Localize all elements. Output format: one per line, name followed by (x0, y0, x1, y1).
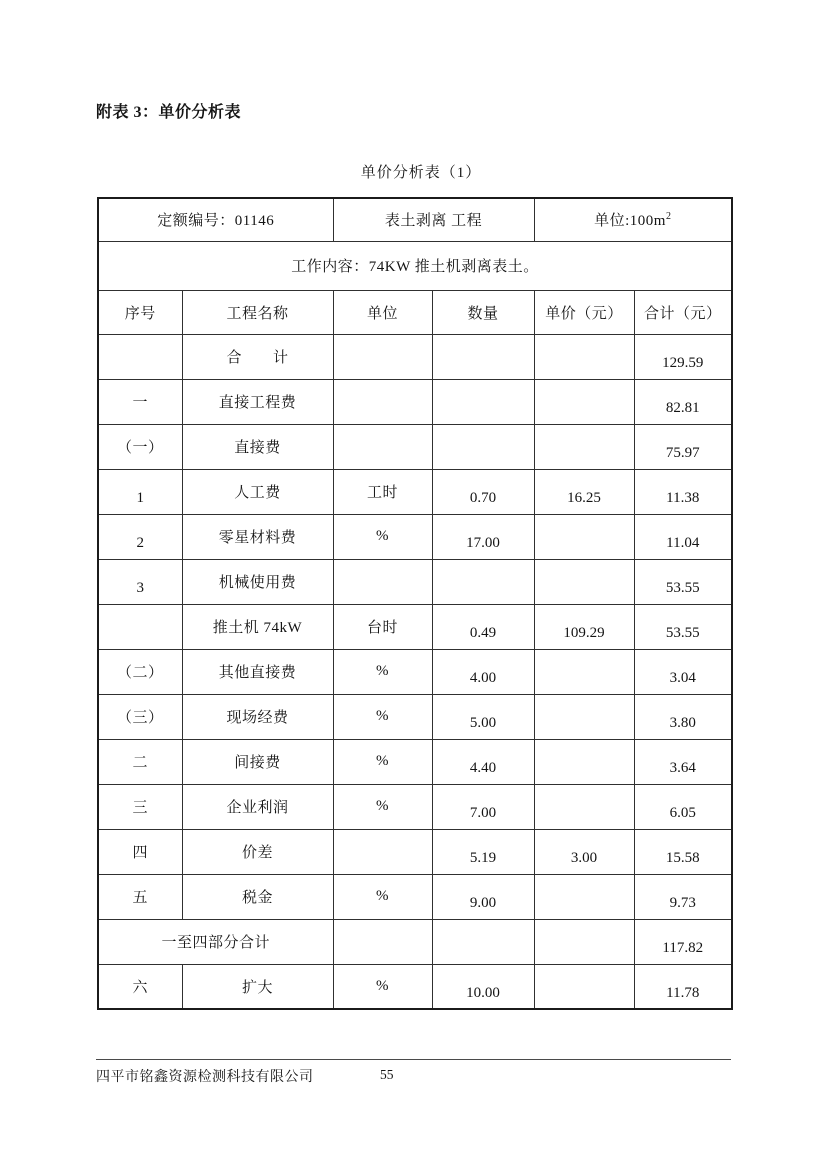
cell-value: 15.58 (665, 850, 700, 866)
cell-value: 17.00 (466, 535, 500, 551)
table-row (98, 829, 732, 874)
unit-superscript: 2 (665, 211, 672, 223)
cell-seq (98, 874, 182, 919)
cell-value: 82.81 (665, 400, 700, 416)
column-header-total: 合计（元） (634, 290, 732, 334)
cell-value: 11.04 (666, 535, 700, 551)
cell-value: 2 (136, 535, 144, 551)
cell-unit (333, 964, 432, 1009)
cell-seq (98, 469, 182, 514)
cell-seq (98, 694, 182, 739)
cell-price (534, 604, 634, 649)
cell-value: 零星材料费 (218, 530, 297, 546)
unit-cell (534, 198, 732, 241)
cell-total (634, 919, 732, 964)
cell-value: 合 计 (226, 350, 289, 366)
cell-value: % (376, 528, 390, 544)
cell-value: 117.82 (662, 940, 704, 956)
cell-unit (333, 784, 432, 829)
cell-value: 3.64 (669, 760, 696, 776)
cell-value: 0.49 (469, 625, 497, 641)
cell-total (634, 739, 732, 784)
cell-value: 3.00 (570, 850, 598, 866)
cell-unit (333, 424, 432, 469)
column-header-unit: 单位 (333, 290, 432, 334)
unit-price-analysis-table (97, 197, 733, 1010)
footer-divider (96, 1059, 731, 1060)
cell-name (182, 829, 333, 874)
cell-value: 4.00 (469, 670, 497, 686)
cell-seq (98, 334, 182, 379)
table-row (98, 469, 732, 514)
cell-seq (98, 604, 182, 649)
cell-value: 间接费 (234, 755, 281, 771)
cell-qty (432, 874, 534, 919)
cell-value: 直接工程费 (218, 395, 297, 411)
cell-name (182, 964, 333, 1009)
cell-total (634, 469, 732, 514)
cell-value: 直接费 (234, 440, 281, 456)
cell-value: % (376, 798, 390, 814)
cell-price (534, 514, 634, 559)
column-header-name: 工程名称 (182, 290, 333, 334)
cell-value: 53.55 (665, 580, 700, 596)
cell-value: 7.00 (469, 805, 497, 821)
cell-value: 4.40 (469, 760, 497, 776)
cell-seq (98, 739, 182, 784)
unit-value: 100m (629, 213, 666, 230)
table-row (98, 514, 732, 559)
cell-total (634, 514, 732, 559)
column-header-seq: 序号 (98, 290, 182, 334)
cell-name (182, 739, 333, 784)
cell-price (534, 874, 634, 919)
quota-number-cell: 定额编号：01146 (98, 198, 333, 241)
cell-qty (432, 649, 534, 694)
cell-value: % (376, 888, 390, 904)
cell-qty (432, 739, 534, 784)
cell-value: 75.97 (665, 445, 700, 461)
cell-value: 11.38 (666, 490, 700, 506)
cell-seq (98, 649, 182, 694)
cell-price (534, 559, 634, 604)
cell-price (534, 334, 634, 379)
cell-value: 台时 (367, 620, 399, 636)
cell-value: 工时 (367, 485, 399, 501)
cell-value: 扩大 (242, 979, 274, 996)
cell-name (182, 874, 333, 919)
cell-value: 9.00 (469, 895, 497, 911)
cell-value: 5.19 (469, 850, 497, 866)
cell-price (534, 919, 634, 964)
cell-value: 3.80 (669, 715, 696, 731)
cell-value: 53.55 (665, 625, 700, 641)
cell-value: 16.25 (567, 490, 601, 506)
cell-value: 109.29 (563, 625, 605, 641)
cell-price (534, 829, 634, 874)
cell-qty (432, 379, 534, 424)
cell-qty (432, 559, 534, 604)
table-row (98, 874, 732, 919)
work-content-cell: 工作内容：74KW 推土机剥离表土。 (98, 241, 732, 290)
cell-value: 3 (136, 580, 144, 596)
cell-total (634, 559, 732, 604)
cell-qty (432, 919, 534, 964)
cell-total (634, 964, 732, 1009)
cell-unit (333, 694, 432, 739)
cell-value: 其他直接费 (218, 665, 297, 681)
table-caption: 单价分析表（1） (360, 165, 482, 181)
cell-qty (432, 469, 534, 514)
cell-qty (432, 964, 534, 1009)
cell-unit (333, 604, 432, 649)
cell-total (634, 784, 732, 829)
cell-value: 10.00 (466, 984, 500, 1001)
cell-price (534, 739, 634, 784)
cell-value: 一 (132, 395, 148, 411)
table-row (98, 694, 732, 739)
cell-qty (432, 514, 534, 559)
cell-value: 推土机 74kW (212, 620, 303, 636)
analysis-table-body (98, 198, 732, 1009)
cell-value: 税金 (242, 890, 274, 906)
cell-value: 价差 (242, 845, 274, 861)
cell-name (182, 784, 333, 829)
cell-price (534, 964, 634, 1009)
cell-total (634, 829, 732, 874)
cell-price (534, 379, 634, 424)
cell-value: 三 (132, 800, 148, 816)
cell-qty (432, 604, 534, 649)
unit-label: 单位: (594, 213, 630, 230)
table-header-row (98, 290, 732, 334)
cell-name (182, 379, 333, 424)
cell-qty (432, 784, 534, 829)
cell-name (182, 469, 333, 514)
cell-total (634, 379, 732, 424)
cell-price (534, 649, 634, 694)
cell-value: 129.59 (662, 355, 704, 371)
cell-total (634, 604, 732, 649)
table-info-row (98, 198, 732, 241)
cell-value: 现场经费 (226, 710, 289, 726)
cell-total (634, 874, 732, 919)
cell-name (182, 334, 333, 379)
cell-seq (98, 424, 182, 469)
cell-name (182, 424, 333, 469)
cell-value: 3.04 (669, 670, 696, 686)
cell-value: % (376, 708, 390, 724)
cell-name (182, 559, 333, 604)
cell-seq (98, 379, 182, 424)
table-row (98, 784, 732, 829)
table-row (98, 559, 732, 604)
cell-value: % (376, 663, 390, 679)
cell-total (634, 649, 732, 694)
cell-value: 9.73 (669, 895, 696, 911)
cell-unit (333, 514, 432, 559)
cell-name (182, 649, 333, 694)
column-header-qty: 数量 (432, 290, 534, 334)
cell-value: （二） (116, 665, 164, 681)
cell-value: 11.78 (666, 984, 700, 1001)
cell-value: 6.05 (669, 805, 696, 821)
cell-seq (98, 964, 182, 1009)
cell-qty (432, 334, 534, 379)
cell-seq (98, 559, 182, 604)
table-row (98, 739, 732, 784)
cell-value: 企业利润 (226, 800, 289, 816)
cell-name (182, 604, 333, 649)
cell-value: 一至四部分合计 (161, 935, 271, 951)
cell-unit (333, 379, 432, 424)
cell-value: 二 (132, 755, 148, 771)
page-title: 附表 3：单价分析表 (96, 104, 242, 121)
cell-price (534, 424, 634, 469)
work-content-row (98, 241, 732, 290)
cell-name (98, 919, 333, 964)
cell-name (182, 694, 333, 739)
table-row (98, 379, 732, 424)
cell-value: 0.70 (469, 490, 497, 506)
cell-value: 5.00 (469, 715, 497, 731)
cell-unit (333, 919, 432, 964)
footer-page-number: 55 (380, 1067, 394, 1082)
cell-unit (333, 559, 432, 604)
cell-value: 机械使用费 (218, 575, 297, 591)
cell-value: 六 (132, 979, 148, 996)
cell-seq (98, 514, 182, 559)
cell-unit (333, 874, 432, 919)
cell-value: 四 (132, 845, 148, 861)
table-row (98, 964, 732, 1009)
cell-seq (98, 784, 182, 829)
cell-price (534, 469, 634, 514)
cell-unit (333, 334, 432, 379)
table-row (98, 424, 732, 469)
cell-total (634, 694, 732, 739)
cell-qty (432, 829, 534, 874)
cell-value: （三） (116, 710, 164, 726)
cell-value: % (376, 753, 390, 769)
cell-qty (432, 424, 534, 469)
table-row (98, 919, 732, 964)
cell-qty (432, 694, 534, 739)
cell-name (182, 514, 333, 559)
cell-price (534, 784, 634, 829)
cell-seq (98, 829, 182, 874)
table-row (98, 334, 732, 379)
cell-value: 五 (132, 890, 148, 906)
cell-value: 1 (136, 490, 144, 506)
cell-unit (333, 649, 432, 694)
table-row (98, 649, 732, 694)
table-row (98, 604, 732, 649)
project-name-cell: 表土剥离 工程 (333, 198, 534, 241)
footer-company-name: 四平市铭鑫资源检测科技有限公司 (96, 1070, 314, 1085)
cell-value: % (376, 977, 390, 994)
cell-value: 人工费 (234, 485, 281, 501)
column-header-price: 单价（元） (534, 290, 634, 334)
cell-unit (333, 829, 432, 874)
cell-unit (333, 739, 432, 784)
cell-total (634, 424, 732, 469)
cell-unit (333, 469, 432, 514)
cell-value: （一） (116, 440, 164, 456)
cell-total (634, 334, 732, 379)
cell-price (534, 694, 634, 739)
